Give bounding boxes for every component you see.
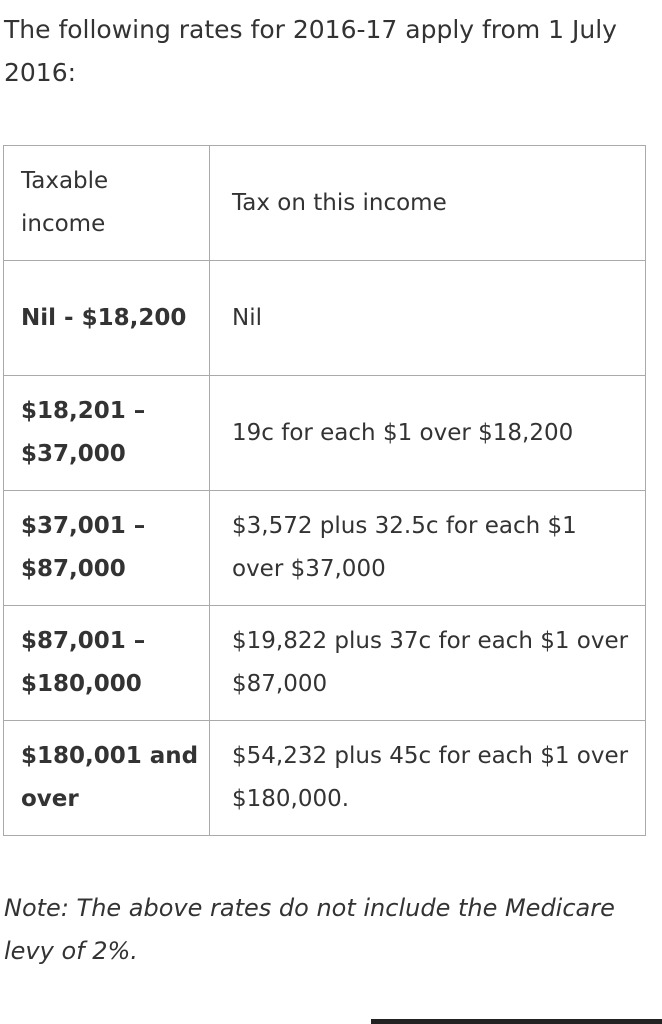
income-bracket: $180,001 and over	[4, 721, 210, 836]
income-bracket: Nil - $18,200	[4, 261, 210, 376]
table-row	[4, 376, 646, 491]
tax-text: Nil	[232, 304, 262, 331]
tax-amount	[210, 721, 646, 836]
income-bracket: $18,201 – $37,000	[4, 376, 210, 491]
tax-amount	[210, 261, 646, 376]
tax-amount	[210, 376, 646, 491]
tax-text: $54,232 plus 45c for each $1 over $180,000.	[232, 743, 629, 812]
tax-rates-table	[3, 145, 646, 836]
income-bracket: $87,001 – $180,000	[4, 606, 210, 721]
table-row	[4, 721, 646, 836]
tax-text: $3,572 plus 32.5c for each $1 over $37,000	[232, 513, 577, 582]
table-row	[4, 606, 646, 721]
table-header-row	[4, 146, 646, 261]
tax-text: 19c for each $1 over $18,200	[232, 419, 574, 446]
tax-amount	[210, 491, 646, 606]
bottom-divider	[371, 1019, 662, 1024]
tax-amount	[210, 606, 646, 721]
header-taxable-income: Taxable income	[4, 146, 210, 261]
table-row	[4, 261, 646, 376]
income-bracket: $37,001 – $87,000	[4, 491, 210, 606]
header-tax-on-income: Tax on this income	[210, 146, 646, 261]
table-row	[4, 491, 646, 606]
intro-paragraph: The following rates for 2016-17 apply from 1 July 2016:	[4, 15, 617, 87]
tax-text: $19,822 plus 37c for each $1 over $87,000	[232, 628, 629, 697]
medicare-note: Note: The above rates do not include the Medicare levy of 2%.	[4, 894, 615, 965]
